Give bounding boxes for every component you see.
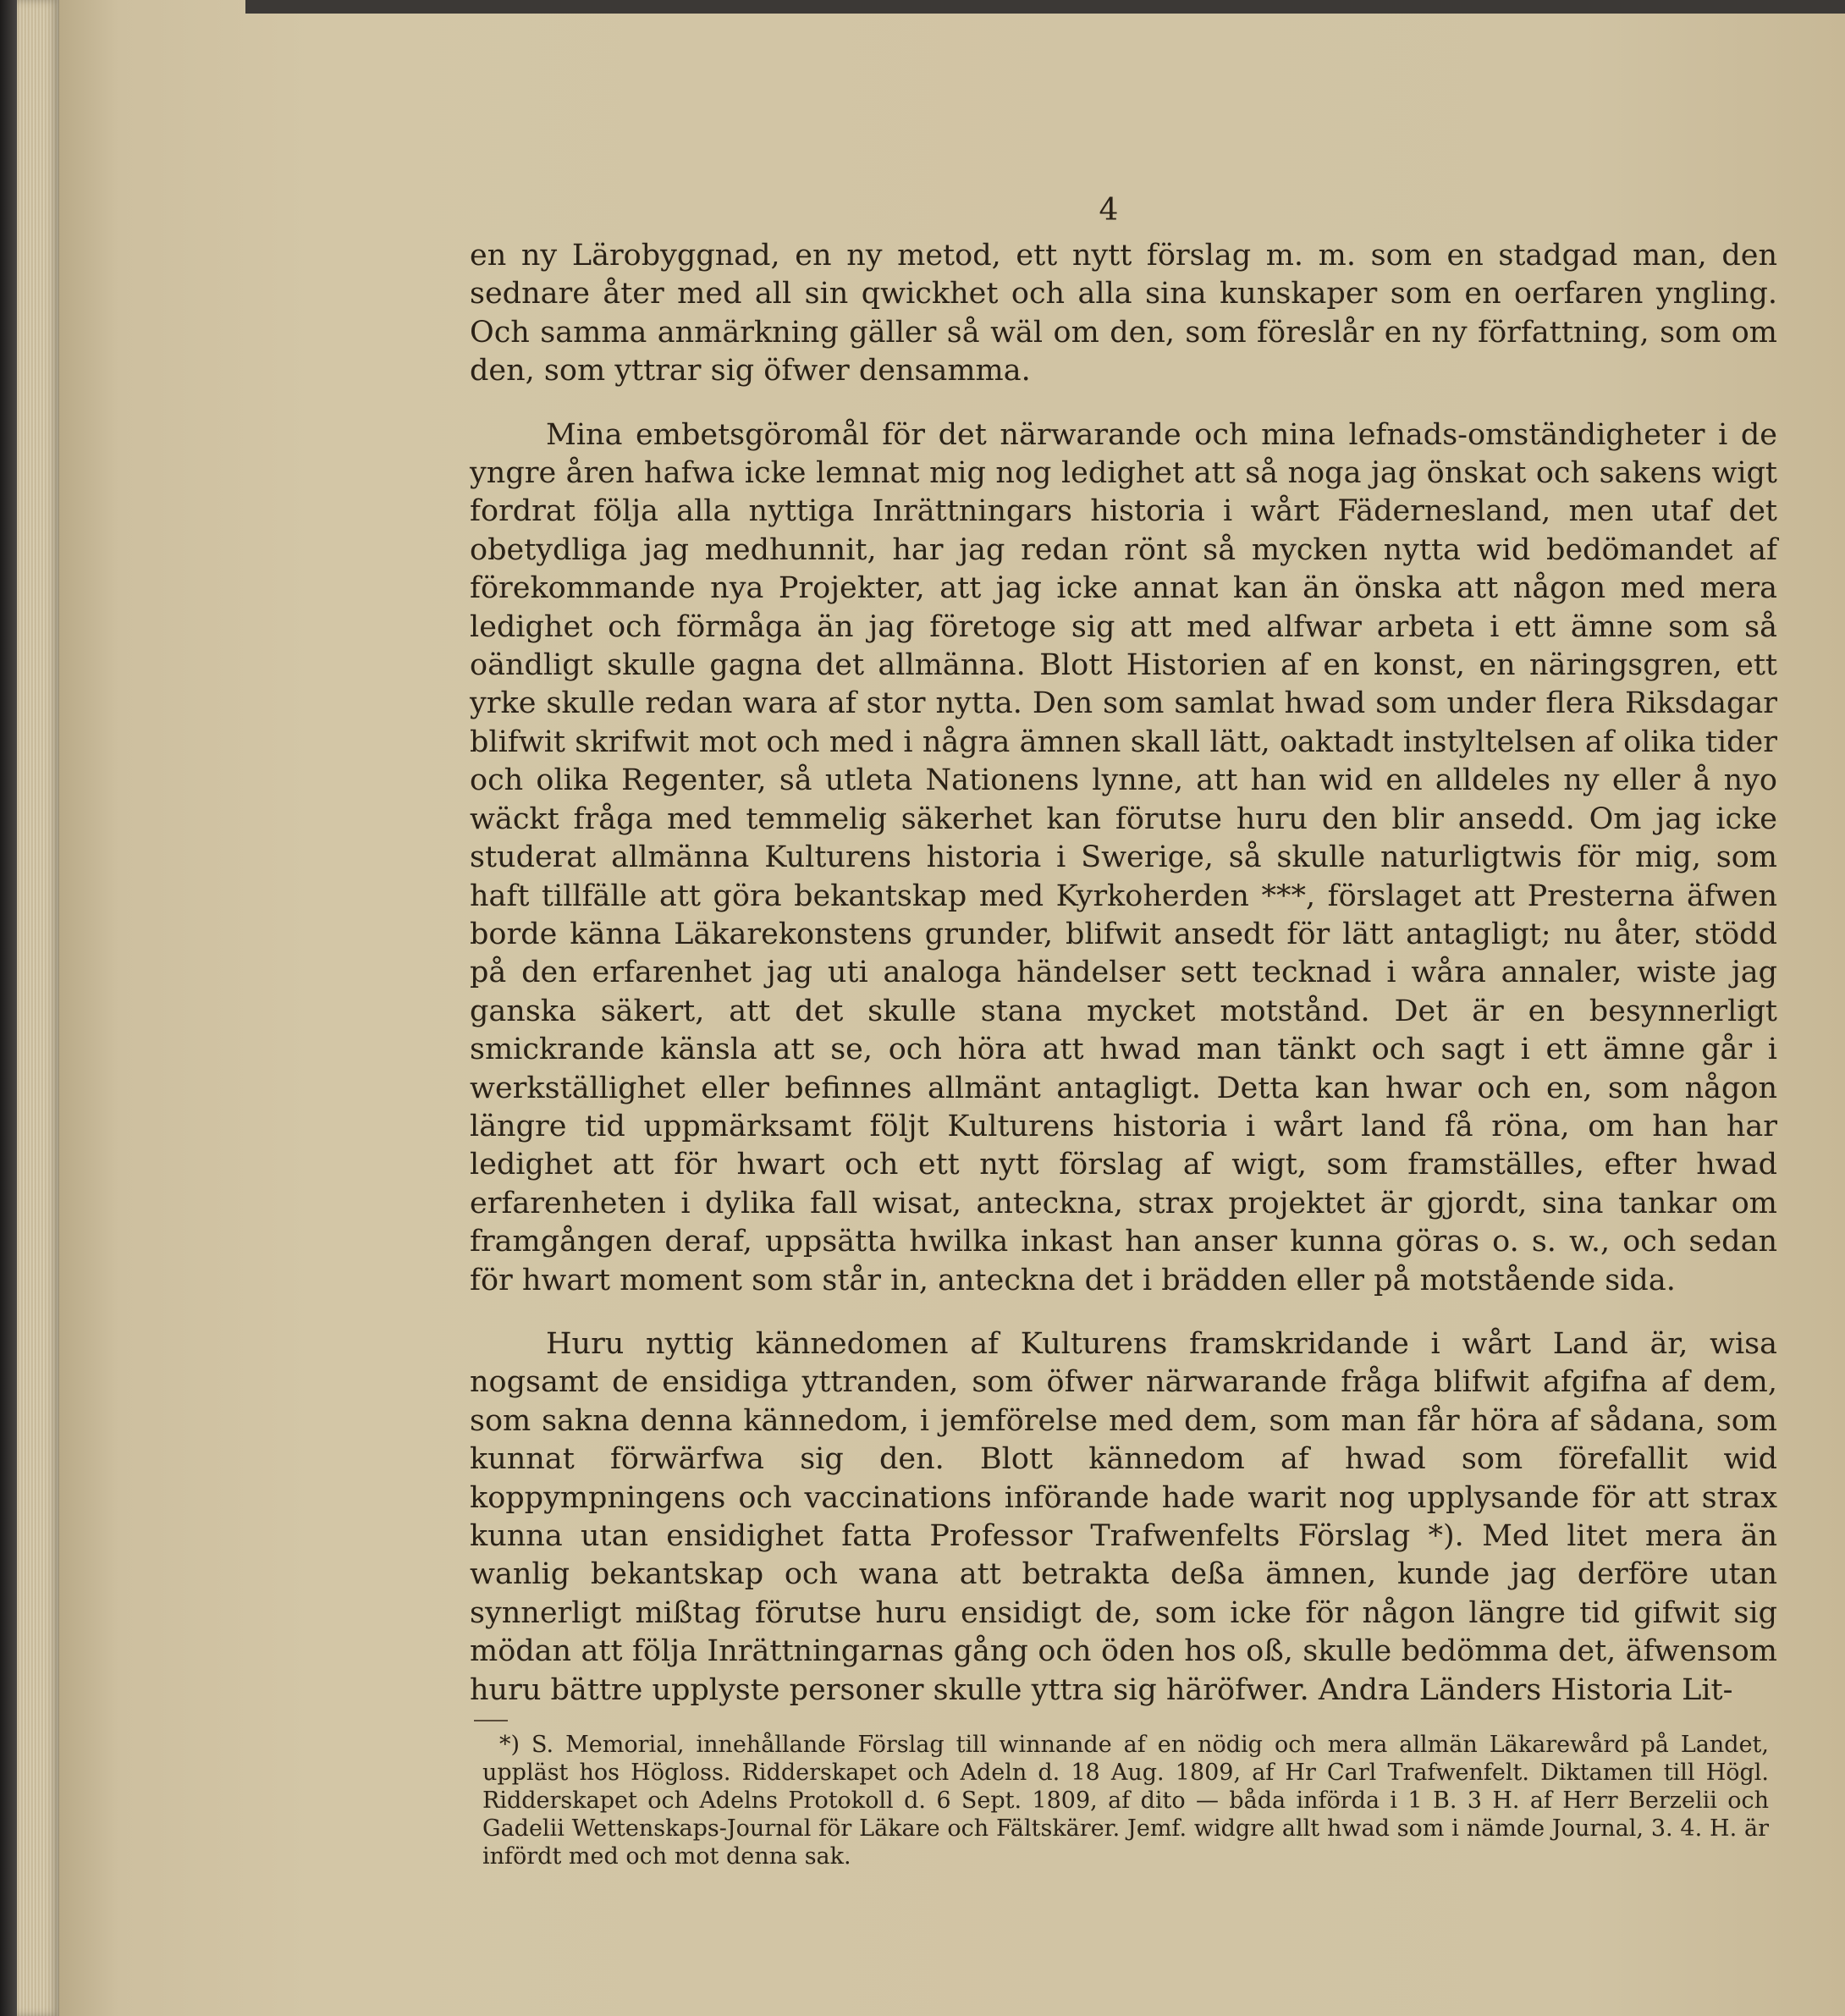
footnote-divider (474, 1720, 508, 1721)
paragraph-1: en ny Lärobyggnad, en ny metod, ett nytt förslag m. m. som en stadgad man, den sednare åter med all sin qwickhet och alla sina kunskaper som en oerfaren yngling. Och samma anmärkning gäller så wäl om den, som föreslår en ny författning, som om den, som yttrar sig öfwer densamma. (470, 239, 1777, 388)
paragraph-3: Huru nyttig kännedomen af Kulturens framskridande i wårt Land är, wisa nogsamt de ensidiga yttranden, som öfwer närwarande fråga blifwit afgifna af dem, som sakna denna kännedom, i jemförelse med dem, som man får höra af sådana, som kunnat förwärfwa sig den. Blott kännedom af hwad som förefallit wid koppympningens och vaccinations införande hade warit nog upplysande för att strax kunna utan ensidighet fatta Professor Trafwenfelts Förslag *). Med litet mera än wanlig bekantskap och wana att betrakta deßa ämnen, kunde jag derföre utan synnerligt mißtag förutse huru ensidigt de, som icke för någon längre tid gifwit sig mödan att följa Inrättningarnas gång och öden hos oß, skulle bedömma det, äfwensom huru bättre upplyste personer skulle yttra sig häröfwer. Andra Länders Historia Lit- (470, 1326, 1777, 1707)
paragraph-2: Mina embetsgöromål för det närwarande och mina lefnads-omständigheter i de yngre åren hafwa icke lemnat mig nog ledighet att så noga jag önskat och sakens wigt fordrat följa alla nyttiga Inrättningars historia i wårt Fädernesland, men utaf det obetydliga jag medhunnit, har jag redan rönt så mycken nytta wid bedömandet af förekommande nya Projekter, att jag icke annat kan än önska att någon med mera ledighet och förmåga än jag företoge sig att med alfwar arbeta i ett ämne som så oändligt skulle gagna det allmänna. Blott Historien af en konst, en näringsgren, ett yrke skulle redan wara af stor nytta. Den som samlat hwad som under flera Riksdagar blifwit skrifwit mot och med i några ämnen skall lätt, oaktadt instyltelsen af olika tider och olika Regenter, så utleta Nationens lynne, att han wid en alldeles ny eller å nyo wäckt fråga med temmelig säkerhet kan förutse huru den blir ansedd. Om jag icke studerat allmänna Kulturens historia i Swerige, så skulle naturligtwis för mig, som haft tillfälle att göra bekantskap med Kyrkoherden ***, förslaget att Presterna äfwen borde känna Läkarekonstens grunder, blifwit ansedt för lätt antagligt; nu åter, stödd på den erfarenhet jag uti analoga händelser sett tecknad i wåra annaler, wiste jag ganska säkert, att det skulle stana mycket motstånd. Det är en besynnerligt smickrande känsla att se, och höra att hwad man tänkt och sagt i ett ämne går i werkställighet eller befinnes allmänt antagligt. Detta kan hwar och en, som någon längre tid uppmärksamt följt Kulturens historia i wårt land få röna, om han har ledighet att för hwart och ett nytt förslag af wigt, som framställes, efter hwad erfarenheten i dylika fall wisat, anteckna, strax projektet är gjordt, sina tankar om framgången deraf, uppsätta hwilka inkast han anser kunna göras o. s. w., och sedan för hwart moment som står in, anteckna det i brädden eller på motstående sida. (470, 417, 1777, 1297)
footnote (482, 1731, 1769, 1870)
page-number: 4 (1099, 193, 1119, 228)
dark-background (0, 0, 17, 2016)
book-page-edges (17, 0, 59, 2016)
footnote-text: *) S. Memorial, innehållande Förslag till winnande af en nödig och mera allmän Läkarewård på Landet, uppläst hos Högloss. Ridderskapet och Adeln d. 18 Aug. 1809, af Hr Carl Trafwenfelt. Diktamen till Högl. Ridderskapet och Adelns Protokoll d. 6 Sept. 1809, af dito — båda införda i 1 B. 3 H. af Herr Berzelii och Gadelii Wettenskaps-Journal för Läkare och Fältskärer. Jemf. widgre allt hwad som i nämde Journal, 3. 4. H. är infördt med och mot denna sak. (482, 1732, 1769, 1870)
dark-top-border (245, 0, 1845, 14)
main-text (470, 237, 1777, 1735)
